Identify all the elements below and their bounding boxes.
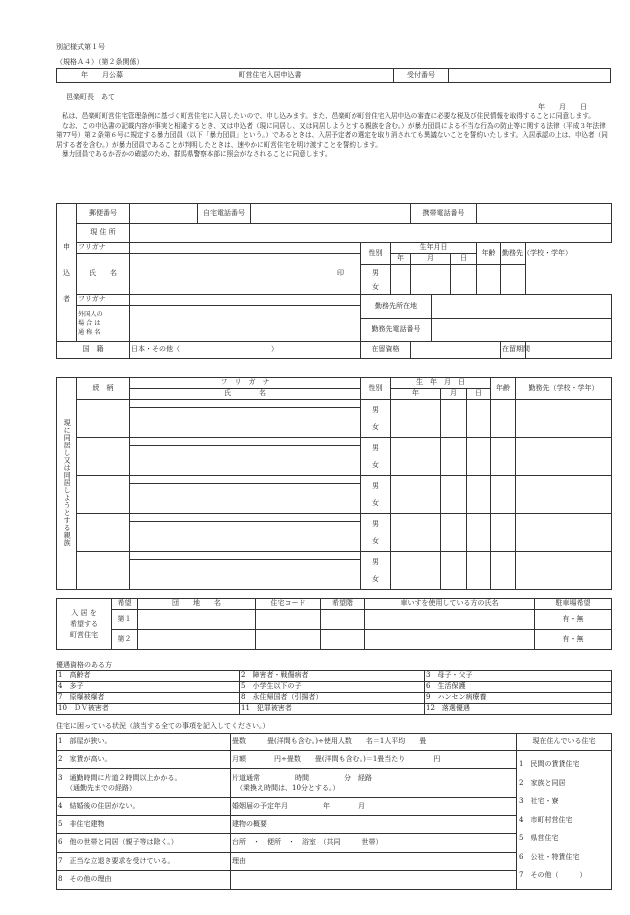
work-phone-label: 勤務先電話番号 bbox=[361, 318, 432, 341]
priority-item[interactable]: 2 障害者・戦傷病者 bbox=[240, 671, 425, 682]
current-housing-item[interactable]: 4 市町村営住宅 bbox=[519, 815, 573, 824]
birth-label: 生年月日 bbox=[391, 243, 477, 254]
housing-detail-7[interactable]: 理由 bbox=[231, 852, 517, 870]
family-name-field[interactable] bbox=[130, 408, 361, 438]
family-name-field[interactable] bbox=[130, 560, 361, 590]
postal-field[interactable] bbox=[130, 204, 198, 224]
seal-mark: 印 bbox=[337, 269, 344, 278]
family-year-label: 年 bbox=[391, 389, 441, 400]
family-furigana-field[interactable] bbox=[130, 552, 361, 560]
foreigner-line-2: 場 合 は bbox=[78, 320, 101, 328]
family-furigana-field[interactable] bbox=[130, 400, 361, 408]
choice-second: 第２ bbox=[112, 630, 138, 650]
furigana-label-2: フリガナ bbox=[77, 295, 130, 306]
family-year-field[interactable] bbox=[391, 514, 441, 552]
family-workplace-field[interactable] bbox=[516, 438, 612, 476]
form-spec: （規格Ａ４）（第２条関係） bbox=[56, 58, 144, 66]
family-month-label: 月 bbox=[441, 389, 467, 400]
family-month-field[interactable] bbox=[441, 400, 467, 438]
parking-header: 駐車場希望 bbox=[535, 599, 612, 610]
priority-item[interactable]: 11 犯罪被害者 bbox=[240, 704, 425, 715]
family-day-field[interactable] bbox=[467, 552, 491, 590]
estate-header: 団 地 名 bbox=[138, 599, 256, 610]
addressee: 邑楽町長 あて bbox=[66, 93, 115, 101]
current-housing-item[interactable]: 7 その他（ ） bbox=[519, 871, 587, 879]
stay-period-field[interactable] bbox=[526, 342, 612, 359]
priority-item[interactable]: 6 生活保護 bbox=[425, 682, 612, 693]
female-option[interactable]: 女 bbox=[372, 498, 379, 507]
family-age-field[interactable] bbox=[491, 514, 516, 552]
family-side-text: 現に同居し又は同居しようとする親族 bbox=[63, 418, 72, 547]
wheelchair-field-2[interactable] bbox=[365, 630, 535, 650]
family-day-label: 日 bbox=[467, 389, 491, 400]
family-furigana-field[interactable] bbox=[130, 476, 361, 484]
housing-table bbox=[56, 733, 612, 890]
family-table bbox=[56, 377, 612, 590]
form-title: 町営住宅入居申込書 bbox=[147, 69, 394, 83]
housing-reason-7[interactable]: 7 正当な立退き要求を受けている。 bbox=[57, 852, 231, 870]
birth-year-field[interactable] bbox=[391, 265, 411, 295]
family-relation-field[interactable] bbox=[77, 514, 130, 552]
residence-status-label: 在留資格 bbox=[361, 342, 411, 359]
age-label: 年齢 bbox=[477, 243, 501, 265]
family-age-field[interactable] bbox=[491, 438, 516, 476]
priority-item[interactable]: 12 落選優遇 bbox=[425, 704, 612, 715]
family-gender-choice[interactable] bbox=[361, 400, 391, 438]
family-gender-choice[interactable] bbox=[361, 438, 391, 476]
gender-label: 性別 bbox=[361, 243, 391, 265]
side-char-1: 申 bbox=[63, 242, 70, 251]
name-field[interactable] bbox=[130, 254, 361, 295]
priority-title: 優遇資格のある方 bbox=[56, 661, 112, 669]
housing-detail-8[interactable] bbox=[231, 871, 517, 889]
housing-detail-4[interactable]: 婚姻届の予定年月 年 月 bbox=[231, 797, 517, 815]
foreigner-name-field[interactable] bbox=[130, 306, 361, 342]
priority-item[interactable]: 3 母子・父子 bbox=[425, 671, 612, 682]
female-option[interactable]: 女 bbox=[372, 536, 379, 545]
female-option[interactable]: 女 bbox=[372, 460, 379, 469]
foreigner-line-1: 外国人の bbox=[78, 311, 103, 319]
family-gender-choice[interactable] bbox=[361, 552, 391, 590]
housing-title: 住宅に困っている状況（該当する全ての事項を記入してください。） bbox=[56, 722, 270, 730]
family-workplace-field[interactable] bbox=[516, 552, 612, 590]
current-housing-title: 現在住んでいる住宅 bbox=[517, 734, 612, 751]
work-block bbox=[361, 295, 612, 342]
side-char-3: 者 bbox=[63, 294, 70, 303]
family-relation-field[interactable] bbox=[77, 438, 130, 476]
desired-label bbox=[57, 599, 112, 650]
family-workplace-field[interactable] bbox=[516, 514, 612, 552]
floor-header: 希望階 bbox=[321, 599, 365, 610]
parking-choice-1[interactable]: 有・無 bbox=[535, 610, 612, 630]
title-bar bbox=[56, 68, 611, 83]
home-phone-label: 自宅電話番号 bbox=[198, 204, 251, 224]
family-age-label: 年齢 bbox=[491, 378, 516, 400]
choice-first: 第１ bbox=[112, 610, 138, 630]
family-furigana-field[interactable] bbox=[130, 514, 361, 522]
housing-reason-3[interactable] bbox=[57, 769, 231, 797]
address-field[interactable] bbox=[130, 224, 612, 243]
desired-label-2: 希望する bbox=[70, 619, 98, 628]
housing-detail-5[interactable]: 建物の概要 bbox=[231, 815, 517, 833]
applicant-side-label bbox=[57, 204, 77, 342]
foreigner-label bbox=[77, 306, 130, 342]
housing-detail-3[interactable] bbox=[231, 769, 517, 797]
housing-detail-1[interactable]: 畳数 畳(洋間も含む。)÷使用人数 名＝1人平均 畳 bbox=[231, 734, 517, 751]
floor-field-1[interactable] bbox=[321, 610, 365, 630]
family-name-label: 氏 名 bbox=[130, 389, 361, 400]
family-day-field[interactable] bbox=[467, 476, 491, 514]
family-month-field[interactable] bbox=[441, 552, 467, 590]
parking-choice-2[interactable]: 有・無 bbox=[535, 630, 612, 650]
birth-day-label: 日 bbox=[451, 254, 477, 265]
family-relation-field[interactable] bbox=[77, 476, 130, 514]
male-option[interactable]: 男 bbox=[372, 443, 379, 452]
current-housing-item[interactable]: 1 民間の賃貸住宅 bbox=[519, 760, 580, 768]
relation-label: 続 柄 bbox=[77, 378, 130, 400]
birth-day-field[interactable] bbox=[451, 265, 477, 295]
female-option[interactable]: 女 bbox=[372, 574, 379, 583]
nationality-field[interactable]: 日本・その他（ ） bbox=[130, 342, 361, 359]
reason-3-line-2: （通勤先までの経路） bbox=[66, 783, 136, 792]
date-line: 年 月 日 bbox=[538, 103, 587, 111]
furigana-field[interactable] bbox=[130, 243, 361, 254]
age-field[interactable] bbox=[477, 265, 501, 295]
estate-field-1[interactable] bbox=[138, 610, 256, 630]
address-label: 現 住 所 bbox=[77, 224, 130, 243]
current-housing-list bbox=[517, 751, 612, 890]
family-workplace-field[interactable] bbox=[516, 476, 612, 514]
nationality-label: 国 籍 bbox=[57, 342, 130, 359]
form-id: 別記様式第１号 bbox=[56, 43, 105, 51]
priority-item[interactable]: 8 永住帰国者（引揚者） bbox=[240, 693, 425, 704]
name-label: 氏 名 bbox=[77, 254, 130, 295]
family-day-field[interactable] bbox=[467, 438, 491, 476]
family-furigana-field[interactable] bbox=[130, 438, 361, 446]
priority-item[interactable]: 4 多子 bbox=[57, 682, 240, 693]
workplace-label: 勤務先（学校・学年） bbox=[501, 243, 526, 265]
gender-choice[interactable] bbox=[361, 265, 391, 295]
code-header: 住宅コード bbox=[256, 599, 321, 610]
family-gender-choice[interactable] bbox=[361, 514, 391, 552]
housing-detail-6[interactable]: 台所 ・ 便所 ・ 浴室 （共同 世帯） bbox=[231, 834, 517, 852]
desired-label-3: 町営住宅 bbox=[70, 630, 98, 639]
family-year-field[interactable] bbox=[391, 552, 441, 590]
family-gender-label: 性別 bbox=[361, 378, 391, 400]
family-relation-field[interactable] bbox=[77, 552, 130, 590]
family-furigana-label: フ リ ガ ナ bbox=[130, 378, 361, 389]
family-birth-label: 生 年 月 日 bbox=[391, 378, 491, 389]
work-address-label: 勤務先所在地 bbox=[361, 295, 432, 318]
mobile-phone-label: 携帯電話番号 bbox=[411, 204, 477, 224]
family-workplace-label: 勤務先（学校・学年） bbox=[516, 378, 612, 400]
furigana-field-2[interactable] bbox=[130, 295, 361, 306]
declaration bbox=[56, 112, 609, 160]
family-year-field[interactable] bbox=[391, 400, 441, 438]
housing-detail-2[interactable]: 月額 円÷畳数 畳(洋間も含む。)＝1畳当たり 円 bbox=[231, 751, 517, 769]
female-option[interactable]: 女 bbox=[372, 282, 379, 291]
family-year-field[interactable] bbox=[391, 438, 441, 476]
desired-housing-table bbox=[56, 598, 612, 650]
family-day-field[interactable] bbox=[467, 514, 491, 552]
family-month-field[interactable] bbox=[441, 476, 467, 514]
family-name-field[interactable] bbox=[130, 522, 361, 552]
announce-text: 年 月公募 bbox=[57, 69, 148, 83]
declaration-p1: 私は、邑楽町町営住宅管理条例に基づく町営住宅に入居したいので、申し込みます。また、邑楽町が町営住宅入居申込の審査に必要な税及び住民情報を取得することに同意します。 bbox=[62, 112, 595, 120]
family-age-field[interactable] bbox=[491, 552, 516, 590]
priority-table bbox=[56, 670, 612, 715]
current-housing-item[interactable]: 3 社宅・寮 bbox=[519, 797, 559, 805]
receipt-label: 受付番号 bbox=[394, 69, 449, 83]
male-option[interactable]: 男 bbox=[372, 481, 379, 490]
code-field-1[interactable] bbox=[256, 610, 321, 630]
code-field-2[interactable] bbox=[256, 630, 321, 650]
family-age-field[interactable] bbox=[491, 476, 516, 514]
housing-reason-1[interactable]: 1 部屋が狭い。 bbox=[57, 734, 231, 751]
mobile-phone-field[interactable] bbox=[477, 204, 612, 224]
housing-reason-4[interactable]: 4 結婚後の住居がない。 bbox=[57, 797, 231, 815]
residence-status-field[interactable] bbox=[411, 342, 501, 359]
family-workplace-field[interactable] bbox=[516, 400, 612, 438]
floor-field-2[interactable] bbox=[321, 630, 365, 650]
foreigner-line-3: 通 称 名 bbox=[78, 329, 101, 337]
birth-month-label: 月 bbox=[411, 254, 451, 265]
male-option[interactable]: 男 bbox=[372, 557, 379, 566]
current-housing-item[interactable]: 2 家族と同居 bbox=[519, 778, 566, 787]
declaration-p3: 暴力団員であるか否かの確認のため、群馬県警察本部に照会がなされることに同意します。 bbox=[62, 150, 332, 159]
current-housing-item[interactable]: 6 公社・特賃住宅 bbox=[519, 852, 580, 861]
work-phone-field[interactable] bbox=[432, 318, 612, 341]
workplace-field[interactable] bbox=[501, 265, 526, 295]
priority-item[interactable]: 10 ＤＶ被害者 bbox=[57, 704, 240, 715]
estate-field-2[interactable] bbox=[138, 630, 256, 650]
priority-item[interactable]: 7 原爆被爆者 bbox=[57, 693, 240, 704]
applicant-table bbox=[56, 203, 612, 359]
stay-period-label: 在留期間 bbox=[501, 342, 526, 359]
desired-label-1: 入 居 を bbox=[71, 608, 97, 617]
family-side-label bbox=[57, 378, 77, 590]
current-housing-item[interactable]: 5 県営住宅 bbox=[519, 834, 559, 842]
birth-year-label: 年 bbox=[391, 254, 411, 265]
postal-label: 郵便番号 bbox=[77, 204, 130, 224]
male-option[interactable]: 男 bbox=[372, 268, 379, 277]
housing-reason-6[interactable]: 6 他の世帯と同居（親子等は除く。） bbox=[57, 834, 231, 852]
family-day-field[interactable] bbox=[467, 400, 491, 438]
family-name-field[interactable] bbox=[130, 484, 361, 514]
family-age-field[interactable] bbox=[491, 400, 516, 438]
male-option[interactable]: 男 bbox=[372, 405, 379, 414]
detail-3-line-2: （乗換え時間は、10分とする。） bbox=[236, 783, 340, 792]
family-month-field[interactable] bbox=[441, 514, 467, 552]
furigana-label: フリガナ bbox=[77, 243, 130, 254]
side-char-2: 込 bbox=[63, 268, 70, 277]
family-gender-choice[interactable] bbox=[361, 476, 391, 514]
family-relation-field[interactable] bbox=[77, 400, 130, 438]
reason-3-line-1: 3 通勤時間に片道２時間以上かかる。 bbox=[58, 773, 182, 782]
housing-reason-5[interactable]: 5 非住宅建物 bbox=[57, 815, 231, 833]
family-year-field[interactable] bbox=[391, 476, 441, 514]
work-subtable bbox=[361, 295, 611, 341]
family-month-field[interactable] bbox=[441, 438, 467, 476]
home-phone-field[interactable] bbox=[251, 204, 411, 224]
detail-3-line-1: 片道通常 時間 分 経路 bbox=[232, 773, 372, 782]
receipt-number-field[interactable] bbox=[449, 69, 611, 83]
housing-reason-8[interactable]: 8 その他の理由 bbox=[57, 871, 231, 889]
wheelchair-header: 車いすを使用している方の氏名 bbox=[365, 599, 535, 610]
work-address-field[interactable] bbox=[432, 295, 612, 318]
family-name-field[interactable] bbox=[130, 446, 361, 476]
priority-item[interactable]: 5 小学生以下の子 bbox=[240, 682, 425, 693]
wheelchair-field-1[interactable] bbox=[365, 610, 535, 630]
birth-month-field[interactable] bbox=[411, 265, 451, 295]
priority-item[interactable]: 1 高齢者 bbox=[57, 671, 240, 682]
hope-header: 希望 bbox=[112, 599, 138, 610]
housing-reason-2[interactable]: 2 家賃が高い。 bbox=[57, 751, 231, 769]
male-option[interactable]: 男 bbox=[372, 519, 379, 528]
declaration-p2: なお、この申込書の記載内容が事実と相違するとき、又は申込者（現に同居し、又は同居しようとする親族を含む。）が暴力団員による不当な行為の防止等に関する法律（平成３年法律第77号）第２条第６号に規定する暴力団員（以下「暴力団員」という。）であるときは、入居予定者の選定を取り消されても異議ないことを誓約いたします。入居承認の上は、申込者（同居する者を含む。）が暴力団員であることが判明したときは、速やかに町営住宅を明け渡すことを誓約します。 bbox=[56, 121, 608, 149]
female-option[interactable]: 女 bbox=[372, 422, 379, 431]
priority-item[interactable]: 9 ハンセン病療養 bbox=[425, 693, 612, 704]
